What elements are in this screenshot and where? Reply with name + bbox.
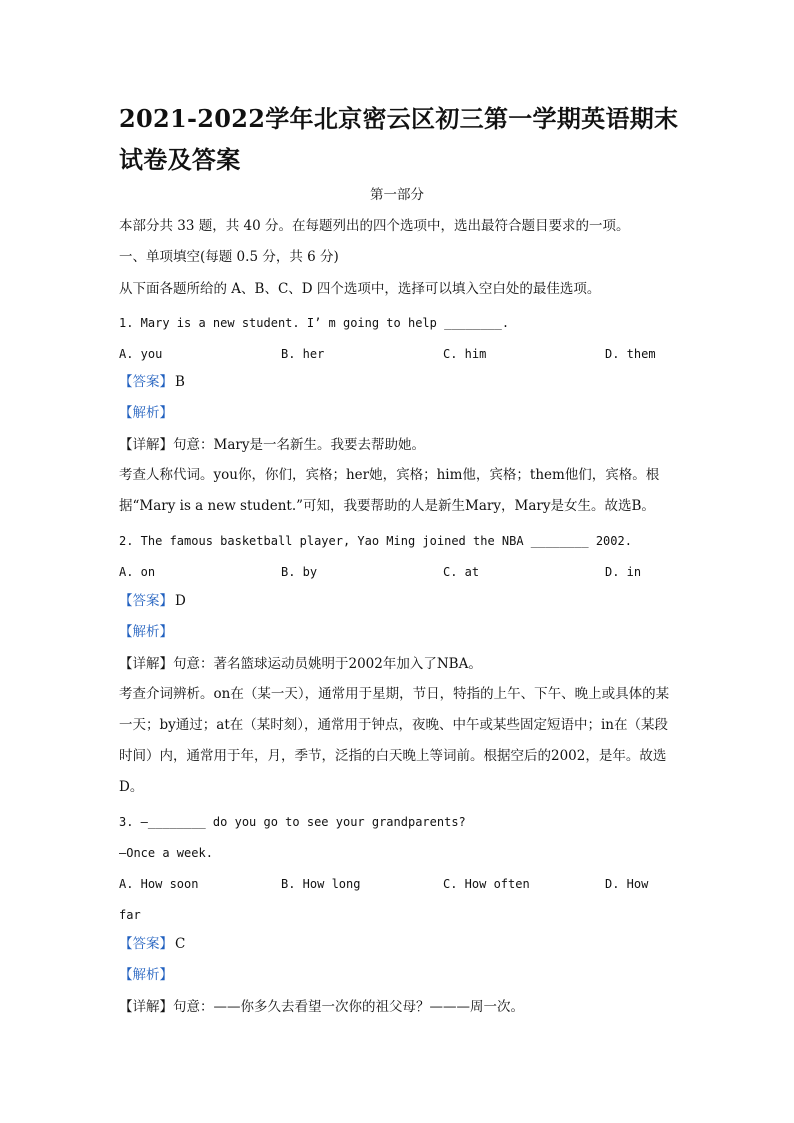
instruction-text: 从下面各题所给的 A、B、C、D 四个选项中，选择可以填入空白处的最佳选项。: [119, 281, 601, 297]
question-3-option-d-continued: far: [119, 908, 141, 922]
question-1-option-c: C. him: [443, 347, 487, 361]
analysis-label: 【解析】: [119, 405, 173, 421]
question-2-option-d: D. in: [605, 565, 642, 579]
detail-label: 【详解】: [119, 999, 173, 1015]
answer-label: 【答案】: [119, 936, 173, 952]
question-2-explanation: 考查介词辨析。on在（某一天），通常用于星期，节日，特指的上午、下午、晚上或具体的某一天；by通过；at在（某时刻），通常用于钟点，夜晚、中午或某些固定短语中；in在（某段时间）内，通常用于年，月，季节，泛指的白天晚上等词前。根据空后的2002，是年。故选D。: [119, 686, 670, 795]
question-1-explanation: 考查人称代词。you你，你们，宾格；her她，宾格；him他，宾格；them他们，宾格。根据“Mary is a new student.”可知，我要帮助的人是新生Mary，Mary是女生。故选B。: [119, 467, 660, 514]
question-1-option-a: A. you: [119, 347, 163, 361]
answer-value: B: [175, 374, 185, 390]
answer-value: D: [175, 593, 186, 609]
answer-value: C: [175, 936, 186, 952]
question-1-answer: [119, 373, 185, 391]
answer-label: 【答案】: [119, 374, 173, 390]
analysis-label: 【解析】: [119, 624, 173, 640]
detail-text: 句意：——你多久去看望一次你的祖父母？———周一次。: [173, 999, 524, 1015]
detail-label: 【详解】: [119, 656, 173, 672]
question-2-detail: [119, 655, 482, 673]
question-3-option-b: B. How long: [281, 877, 361, 891]
detail-label: 【详解】: [119, 437, 173, 453]
question-1-analysis-label: [119, 404, 173, 422]
question-1-stem: 1. Mary is a new student. I’ m going to help ________.: [119, 316, 510, 330]
question-3-detail: [119, 998, 524, 1016]
question-3-reply: —Once a week.: [119, 846, 213, 860]
question-2-stem: 2. The famous basketball player, Yao Ming joined the NBA ________ 2002.: [119, 534, 632, 548]
question-3-option-c: C. How often: [443, 877, 530, 891]
detail-text: 句意：Mary是一名新生。我要去帮助她。: [173, 437, 425, 453]
question-1-option-d: D. them: [605, 347, 656, 361]
section-intro: 本部分共 33 题，共 40 分。在每题列出的四个选项中，选出最符合题目要求的一项。: [119, 218, 630, 234]
question-3-option-a: A. How soon: [119, 877, 199, 891]
question-2-option-a: A. on: [119, 565, 156, 579]
question-1-detail: [119, 436, 425, 454]
question-3-answer: [119, 935, 185, 953]
question-3-analysis-label: [119, 966, 173, 984]
question-2-analysis-label: [119, 623, 173, 641]
question-3-option-d: D. How: [605, 877, 649, 891]
question-2-answer: [119, 592, 186, 610]
question-3-stem: 3. —________ do you go to see your grandparents?: [119, 815, 466, 829]
question-2-option-c: C. at: [443, 565, 480, 579]
analysis-label: 【解析】: [119, 967, 173, 983]
question-2-option-b: B. by: [281, 565, 318, 579]
part-heading: 一、单项填空(每题 0.5 分，共 6 分): [119, 249, 339, 265]
answer-label: 【答案】: [119, 593, 173, 609]
question-1-option-b: B. her: [281, 347, 325, 361]
detail-text: 句意：著名篮球运动员姚明于2002年加入了NBA。: [173, 656, 482, 672]
section-heading: 第一部分: [370, 187, 424, 203]
document-title: 2021-2022学年北京密云区初三第一学期英语期末试卷及答案: [119, 104, 679, 174]
